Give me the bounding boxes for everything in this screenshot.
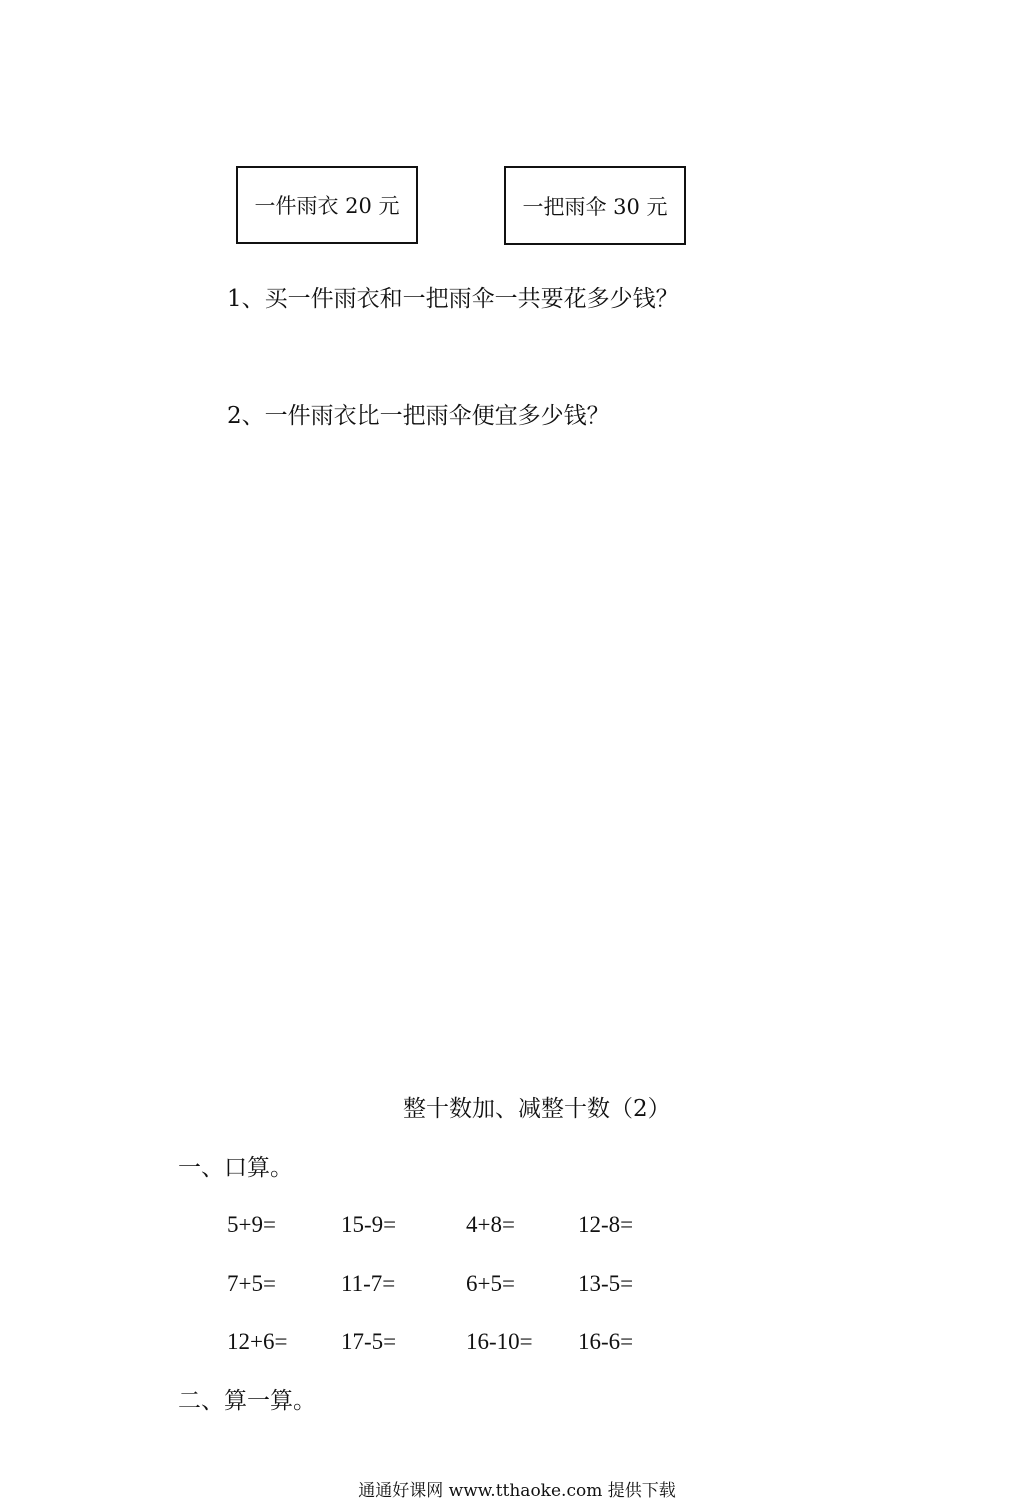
footer-credit: 通通好课网 www.tthaoke.com 提供下载 bbox=[358, 1481, 676, 1501]
calc-item-r2-c2: 11-7= bbox=[341, 1271, 396, 1296]
part-two-heading: 二、算一算。 bbox=[178, 1388, 316, 1414]
calc-item-r3-c1: 12+6= bbox=[227, 1329, 288, 1354]
calc-item-r3-c4: 16-6= bbox=[578, 1329, 634, 1354]
raincoat-price-box bbox=[236, 166, 418, 244]
umbrella-price-box bbox=[504, 166, 686, 245]
calc-item-r1-c4: 12-8= bbox=[578, 1212, 634, 1237]
calc-item-r2-c4: 13-5= bbox=[578, 1271, 634, 1296]
calc-item-r2-c1: 7+5= bbox=[227, 1271, 276, 1296]
calc-item-r2-c3: 6+5= bbox=[466, 1271, 515, 1296]
part-one-heading: 一、口算。 bbox=[178, 1155, 293, 1181]
calc-item-r1-c3: 4+8= bbox=[466, 1212, 515, 1237]
raincoat-price-label: 一件雨衣 20 元 bbox=[254, 194, 400, 218]
question-2: 2、一件雨衣比一把雨伞便宜多少钱？ bbox=[227, 403, 610, 429]
section-title: 整十数加、减整十数（2） bbox=[403, 1096, 671, 1122]
calc-item-r3-c2: 17-5= bbox=[341, 1329, 397, 1354]
calc-item-r1-c1: 5+9= bbox=[227, 1212, 276, 1237]
question-1: 1、买一件雨衣和一把雨伞一共要花多少钱？ bbox=[227, 286, 679, 312]
calc-item-r1-c2: 15-9= bbox=[341, 1212, 397, 1237]
umbrella-price-label: 一把雨伞 30 元 bbox=[522, 194, 668, 219]
calc-item-r3-c3: 16-10= bbox=[466, 1329, 533, 1354]
